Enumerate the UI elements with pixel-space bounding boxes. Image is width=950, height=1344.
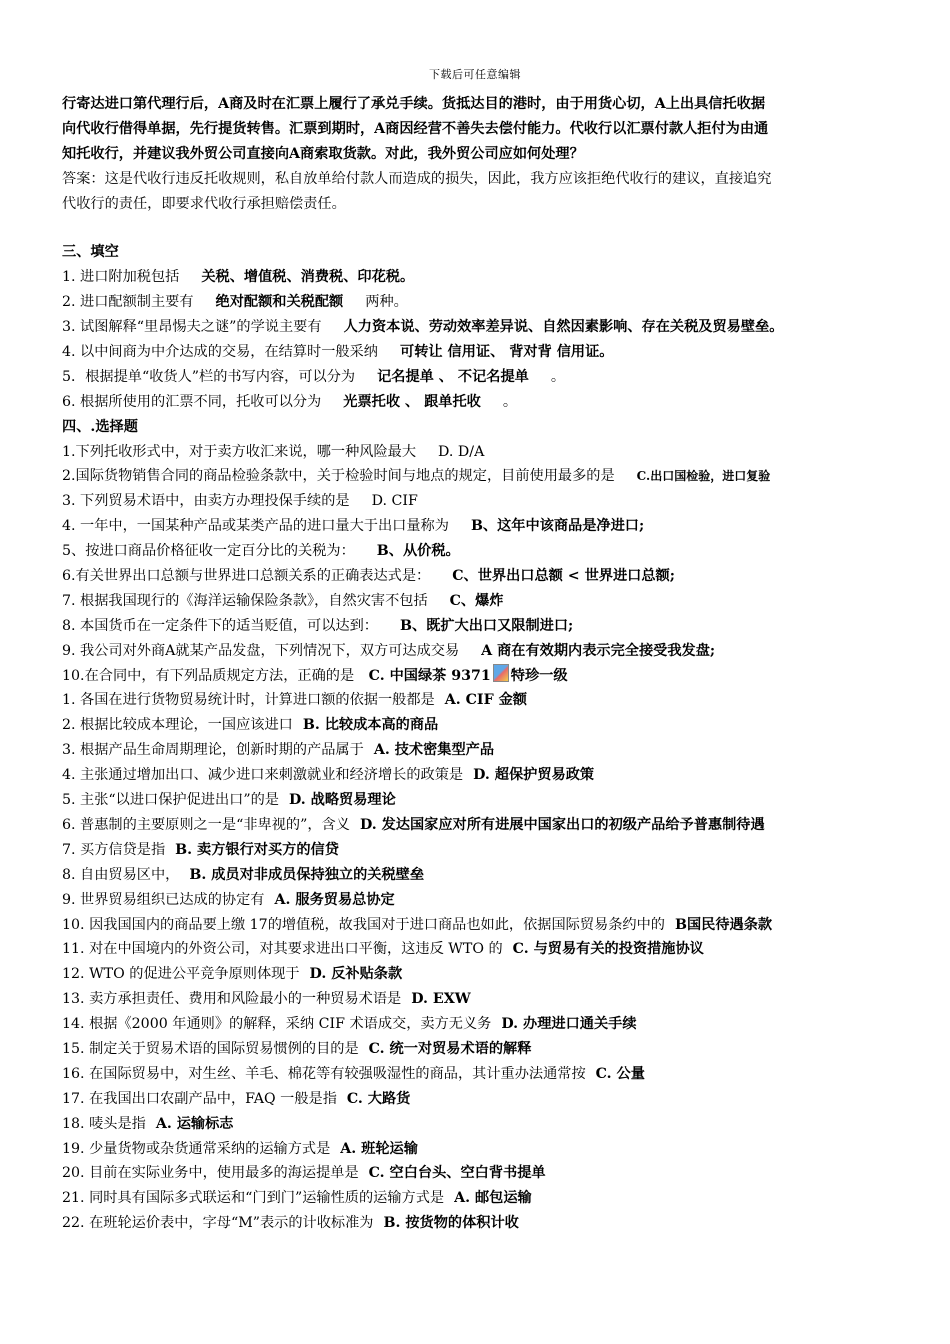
choice-item [62,1037,900,1062]
answer-text: C.出口国检验，进口复验 [636,469,771,484]
choice-item [62,464,900,489]
answer-text: B. 比较成本高的商品 [302,717,439,734]
answer-text: A 商在有效期内表示完全接受我发盘; [481,642,716,659]
question-text: 15. 制定关于贸易术语的国际贸易惯例的目的是 [62,1040,359,1057]
question-text: 17. 在我国出口农副产品中，FAQ 一般是指 [62,1090,337,1107]
answer-text: C. 统一对贸易术语的解释 [368,1040,532,1057]
answer-text: D. 战略贸易理论 [289,792,396,809]
question-text: 20. 目前在实际业务中，使用最多的海运提单是 [62,1165,359,1182]
choice-list-a [62,440,900,664]
question-text: 3. 试图解释“里昂惕夫之谜”的学说主要有 [62,319,322,336]
choice-item [62,813,900,838]
choice-item [62,514,900,539]
document-body [62,92,900,1236]
choice-item [62,937,900,962]
answer-text: 绝对配额和关税配额 [215,294,344,311]
question-text: 5. 主张“以进口保护促进出口”的是 [62,792,279,809]
fill-item [62,290,900,315]
question-text: 4. 主张通过增加出口、减少进口来刺激就业和经济增长的政策是 [62,767,464,784]
answer-text: A. 技术密集型产品 [373,742,495,759]
question-text: 9. 我公司对外商A就某产品发盘，下列情况下，双方可达成交易 [62,642,460,659]
answer-text: C、世界出口总额 < 世界进口总额; [452,568,675,585]
tail-text: 。 [502,393,518,410]
answer-text: D. 超保护贸易政策 [473,767,595,784]
answer-text: B. 成员对非成员保持独立的关税壁垒 [189,866,425,883]
section-heading-fill: 三、填空 [62,244,119,261]
question-text: 1. 各国在进行货物贸易统计时，计算进口额的依据一般都是 [62,692,435,709]
question-text: 1.下列托收形式中，对于卖方收汇来说，哪一种风险最大 [62,443,417,460]
answer-text: B、既扩大出口又限制进口; [400,617,574,634]
answer-text: C. 空白台头、空白背书提单 [368,1165,546,1182]
answer-text: 记名提单 、 不记名提单 [377,368,529,385]
choice-item [62,987,900,1012]
question-text: 7. 根据我国现行的《海洋运输保险条款》，自然灾害不包括 [62,592,428,609]
question-text: 21. 同时具有国际多式联运和“门到门”运输性质的运输方式是 [62,1190,445,1207]
answer-text: D. 反补贴条款 [309,966,403,983]
choice-item [62,863,900,888]
choice-item [62,763,900,788]
question-text: 18. 唛头是指 [62,1115,146,1132]
choice-item [62,913,900,938]
question-text: 1. 进口附加税包括 [62,269,180,286]
answer-text: 可转让 信用证、 背对背 信用证。 [400,344,614,361]
answer-text: 光票托收 、 跟单托收 [343,393,481,410]
choice-item [62,614,900,639]
question-text: 10. 因我国国内的商品要上缴 17的增值税，故我国对于进口商品也如此，依据国际贸易条约中的 [62,916,665,933]
choice-list-b [62,688,900,1236]
intro-line: 向代收行借得单据，先行提货转售。汇票到期时，A商因经营不善失去偿付能力。代收行以汇票付款人拒付为由通 [62,120,769,137]
answer-text: C. 与贸易有关的投资措施协议 [512,941,704,958]
question-text: 13. 卖方承担责任、费用和风险最小的一种贸易术语是 [62,991,402,1008]
choice-item [62,738,900,763]
choice-item [62,1087,900,1112]
tail-text: 。 [550,368,566,385]
answer-text: B. 卖方银行对买方的信贷 [175,841,339,858]
answer-text: C. 公量 [595,1065,645,1082]
fill-item [62,390,900,415]
broken-image-icon [493,664,509,682]
choice-item [62,489,900,514]
answer-text: 关税、增值税、消费税、印花税。 [201,269,415,286]
question-text: 8. 本国货币在一定条件下的适当贬值，可以达到： [62,617,378,634]
choice-item [62,589,900,614]
question-text: 2. 根据比较成本理论，一国应该进口 [62,717,293,734]
question-text: 12. WTO 的促进公平竞争原则体现于 [62,966,300,983]
fill-list [62,265,900,414]
answer-text: 人力资本说、劳动效率差异说、自然因素影响、存在关税及贸易壁垒。 [343,319,784,336]
question-text: 5．根据提单“收货人”栏的书写内容，可以分为 [62,368,356,385]
answer-text: C. 大路货 [346,1090,411,1107]
question-text: 5、按进口商品价格征收一定百分比的关税为： [62,543,355,560]
choice-item [62,1161,900,1186]
answer-text: A. CIF 金额 [444,692,527,709]
question-text: 2. 进口配额制主要有 [62,294,194,311]
answer-text: A. 运输标志 [155,1115,234,1132]
answer-text: A. 邮包运输 [454,1190,532,1207]
fill-item [62,340,900,365]
choice-item [62,539,900,564]
question-text: 6.有关世界出口总额与世界进口总额关系的正确表达式是： [62,568,431,585]
choice-item [62,1112,900,1137]
answer-text: A. 服务贸易总协定 [274,891,395,908]
question-text: 6. 普惠制的主要原则之一是“非卑视的”，含义 [62,816,350,833]
answer-line: 答案：这是代收行违反托收规则，私自放单给付款人而造成的损失，因此，我方应该拒绝代收行的建议，直接追究 [62,170,772,187]
choice-item [62,639,900,664]
answer-text: D. EXW [411,991,471,1008]
tail-text: 两种。 [365,294,408,311]
choice-item [62,838,900,863]
answer-text: B、从价税。 [376,543,460,560]
answer-text: D. CIF [371,493,418,510]
question-text: 11. 对在中国境内的外资公司，对其要求进出口平衡，这违反 WTO 的 [62,941,503,958]
choice-item [62,1186,900,1211]
answer-text: D. 办理进口通关手续 [501,1016,637,1033]
answer-text: B. 按货物的体积计收 [383,1215,519,1232]
choice-item [62,564,900,589]
answer-text: D. 发达国家应对所有进展中国家出口的初级产品给予普惠制待遇 [359,816,765,833]
choice-item [62,788,900,813]
question-text: 3. 下列贸易术语中，由卖方办理投保手续的是 [62,493,350,510]
answer-text: C. 中国绿茶 9371 [368,667,491,684]
fill-item [62,365,900,390]
question-text: 9. 世界贸易组织已达成的协定有 [62,891,265,908]
choice-item [62,962,900,987]
choice-item-10 [62,664,900,689]
fill-item [62,315,900,340]
answer-text: B国民待遇条款 [674,916,773,933]
choice-item [62,440,900,465]
choice-item [62,1012,900,1037]
question-text: 8. 自由贸易区中， [62,866,180,883]
answer-text: A. 班轮运输 [340,1140,418,1157]
question-text: 3. 根据产品生命周期理论，创新时期的产品属于 [62,742,364,759]
question-text: 14. 根据《2000 年通则》的解释，采纳 CIF 术语成交，卖方无义务 [62,1016,492,1033]
spacer [62,216,900,240]
choice-item [62,688,900,713]
question-text: 2.国际货物销售合同的商品检验条款中，关于检验时间与地点的规定，目前使用最多的是 [62,468,615,485]
choice-item [62,888,900,913]
choice-item [62,713,900,738]
choice-item [62,1211,900,1236]
question-text: 4. 一年中，一国某种产品或某类产品的进口量大于出口量称为 [62,518,449,535]
section-heading-choice: 四、.选择题 [62,418,138,435]
question-text: 10.在合同中，有下列品质规定方法，正确的是 [62,667,355,684]
question-text: 4. 以中间商为中介达成的交易，在结算时一般采纳 [62,344,378,361]
answer-text: 特珍一级 [510,667,568,684]
choice-item [62,1137,900,1162]
answer-text: D. D/A [438,443,485,460]
fill-item [62,265,900,290]
intro-line: 行寄达进口第代理行后，A商及时在汇票上履行了承兑手续。货抵达目的港时，由于用货心切，A上出具信托收据 [62,96,766,112]
question-text: 16. 在国际贸易中，对生丝、羊毛、棉花等有较强吸湿性的商品，其计重办法通常按 [62,1065,586,1082]
question-text: 19. 少量货物或杂货通常采纳的运输方式是 [62,1140,331,1157]
intro-line: 知托收行，并建议我外贸公司直接向A商索取货款。对此，我外贸公司应如何处理？ [62,145,584,162]
question-text: 22. 在班轮运价表中，字母“M”表示的计收标准为 [62,1215,374,1232]
answer-text: C、爆炸 [449,592,504,609]
answer-text: B、这年中该商品是净进口; [470,518,645,535]
answer-line: 代收行的责任，即要求代收行承担赔偿责任。 [62,195,346,212]
choice-item [62,1062,900,1087]
question-text: 7. 买方信贷是指 [62,841,166,858]
question-text: 6. 根据所使用的汇票不同，托收可以分为 [62,393,322,410]
page-header: 下载后可任意编辑 [429,68,521,81]
